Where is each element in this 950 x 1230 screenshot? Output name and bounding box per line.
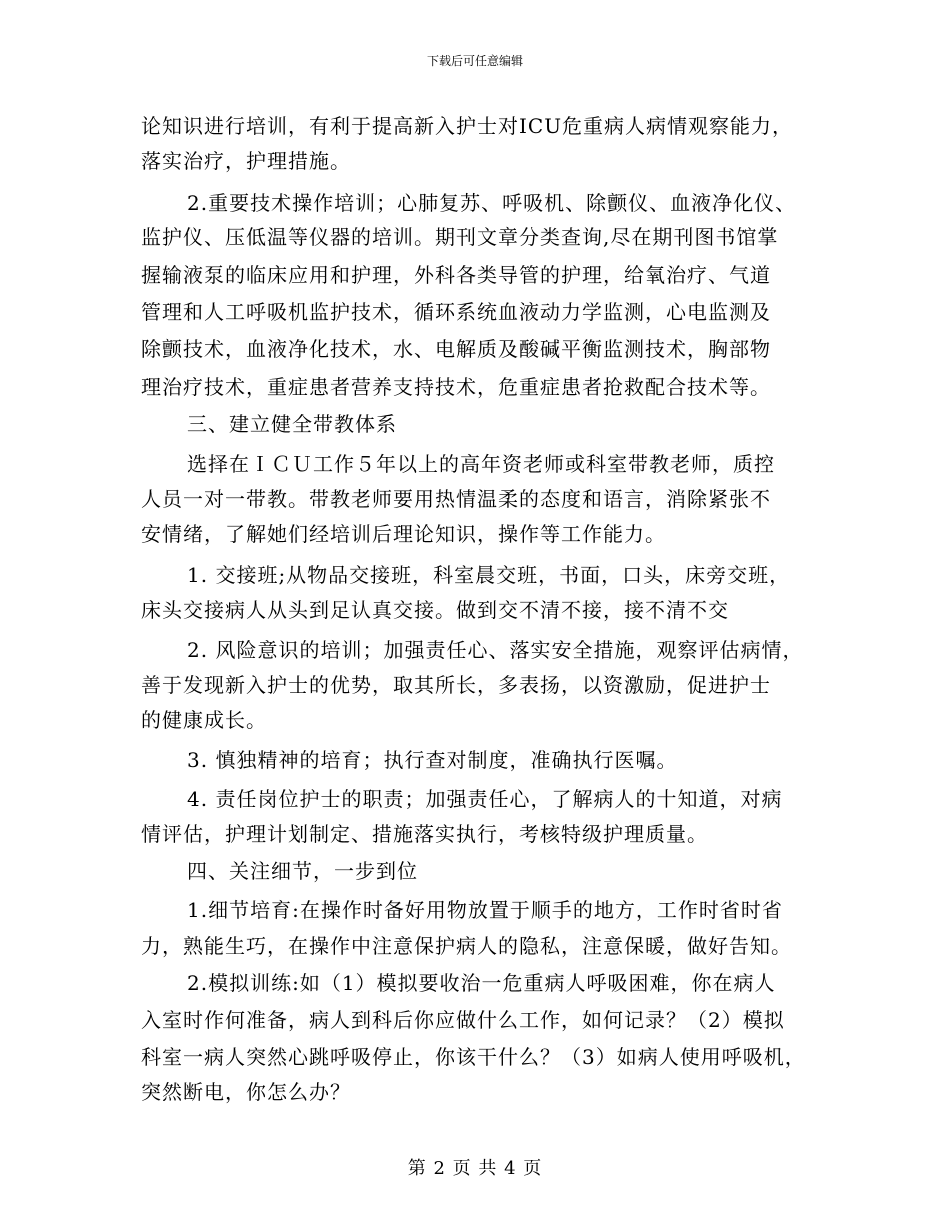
text-line: 理治疗技术，重症患者营养支持技术，危重症患者抢救配合技术等。: [141, 375, 771, 399]
text-line: 1.细节培育:在操作时备好用物放置于顺手的地方，工作时省时省: [187, 898, 783, 922]
text-line: 2.重要技术操作培训；心肺复苏、呼吸机、除颤仪、血液净化仪、: [187, 191, 797, 215]
text-line: 2. 风险意识的培训；加强责任心、落实安全措施，观察评估病情，: [187, 638, 804, 662]
text-line: 选择在ＩＣＵ工作５年以上的高年资老师或科室带教老师，质控: [187, 452, 775, 476]
text-line: 的健康成长。: [141, 708, 267, 732]
text-line: 情评估，护理计划制定、措施落实执行，考核特级护理质量。: [141, 822, 708, 846]
page-number: 第 2 页 共 4 页: [407, 1158, 543, 1179]
text-line: 床头交接病人从头到足认真交接。做到交不清不接，接不清不交: [141, 598, 729, 622]
text-line: 安情绪，了解她们经培训后理论知识，操作等工作能力。: [141, 522, 666, 546]
text-line: 管理和人工呼吸机监护技术，循环系统血液动力学监测，心电监测及: [141, 300, 771, 324]
section-heading: 四、关注细节，一步到位: [187, 859, 418, 883]
text-line: 监护仪、压低温等仪器的培训。期刊文章分类查询,尽在期刊图书馆掌: [141, 225, 779, 249]
text-line: 善于发现新入护士的优势，取其所长，多表扬，以资激励，促进护士: [141, 673, 771, 697]
text-line: 论知识进行培训，有利于提高新入护士对ICU危重病人病情观察能力，: [141, 114, 794, 138]
section-heading: 三、建立健全带教体系: [187, 412, 397, 436]
text-line: 入室时作何准备，病人到科后你应做什么工作，如何记录？（2）模拟: [141, 1008, 785, 1032]
text-line: 落实治疗，护理措施。: [141, 149, 351, 173]
text-line: 除颤技术，血液净化技术，水、电解质及酸碱平衡监测技术，胸部物: [141, 337, 771, 361]
text-line: 突然断电，你怎么办？: [141, 1080, 351, 1104]
text-line: 2.模拟训练:如（1）模拟要收治一危重病人呼吸困难，你在病人: [187, 971, 776, 995]
text-line: 1. 交接班;从物品交接班，科室晨交班，书面，口头，床旁交班，: [187, 563, 791, 587]
text-line: 3. 慎独精神的培育；执行查对制度，准确执行医嘱。: [187, 748, 678, 772]
text-line: 4. 责任岗位护士的职责；加强责任心，了解病人的十知道，对病: [187, 787, 783, 811]
text-line: 科室一病人突然心跳呼吸停止，你该干什么？（3）如病人使用呼吸机，: [141, 1045, 806, 1069]
text-line: 握输液泵的临床应用和护理，外科各类导管的护理，给氧治疗、气道: [141, 263, 771, 287]
page-header: 下载后可任意编辑: [426, 54, 523, 68]
text-line: 力，熟能生巧，在操作中注意保护病人的隐私，注意保暖，做好告知。: [141, 934, 792, 958]
text-line: 人员一对一带教。带教老师要用热情温柔的态度和语言，消除紧张不: [141, 487, 771, 511]
